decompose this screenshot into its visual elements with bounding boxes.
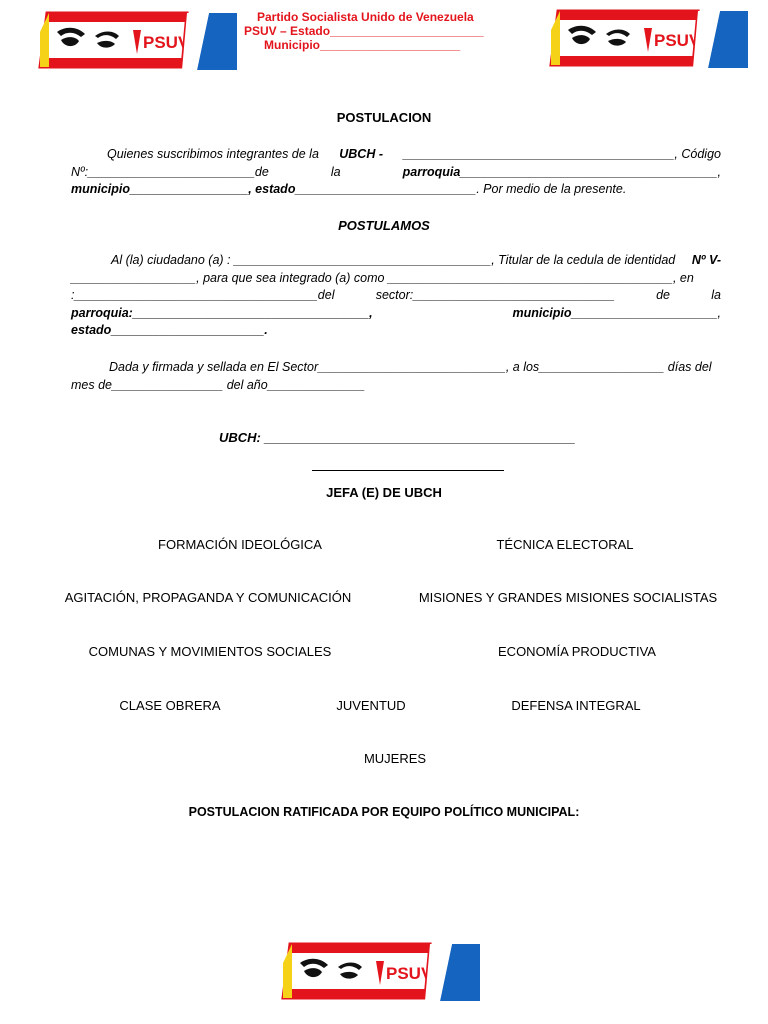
p2-municipio: municipio: [512, 305, 572, 320]
p1-presente: . Por medio de la presente.: [476, 182, 627, 196]
area-misiones: MISIONES Y GRANDES MISIONES SOCIALISTAS: [418, 590, 718, 605]
p2-municipio-line: _____________________,: [571, 305, 721, 320]
paragraph-postulamos: [71, 252, 721, 340]
p1-la: la: [330, 164, 341, 179]
party-header: [244, 10, 514, 52]
p2-de: de: [656, 288, 671, 302]
p3-dada: Dada y firmada y sellada en El Sector___________________________, a los__________________ días del: [109, 360, 712, 374]
p1-ubch: UBCH -: [339, 147, 383, 161]
p1-text-a1: Quienes suscribimos integrantes de la: [107, 147, 319, 161]
postulamos-heading: POSTULAMOS: [338, 218, 430, 233]
area-defensa: DEFENSA INTEGRAL: [511, 698, 641, 713]
party-name: Partido Socialista Unido de Venezuela: [257, 10, 474, 24]
p2-parroquia: parroquia:__________________________________,: [71, 305, 373, 320]
p2-del: :___________________________________del: [71, 288, 335, 302]
p1-estado-line: __________________________: [295, 182, 477, 196]
area-juventud: JUVENTUD: [336, 698, 406, 713]
signature-line: [312, 470, 504, 471]
ubch-signature-field: UBCH: ___________________________________________: [219, 430, 576, 445]
p3-mes: mes de________________ del año______________: [71, 377, 366, 392]
psuv-logo-left: [37, 10, 237, 70]
ratificada-heading: POSTULACION RATIFICADA POR EQUIPO POLÍTICO MUNICIPAL:: [188, 805, 580, 819]
document-title: POSTULACION: [336, 110, 432, 125]
p1-municipio: municipio_________________: [71, 182, 249, 196]
p1-estado: , estado: [248, 182, 296, 196]
p1-parroquia: parroquia: [402, 164, 461, 179]
p2-estado: estado______________________.: [71, 323, 268, 337]
p1-codigo-line: Nº:________________________de: [71, 164, 269, 179]
psuv-logo-footer: [280, 941, 480, 1001]
area-tecnica: TÉCNICA ELECTORAL: [496, 537, 634, 552]
area-agitacion: AGITACIÓN, PROPAGANDA Y COMUNICACIÓN: [64, 590, 352, 605]
estado-field: PSUV – Estado_______________________: [244, 24, 484, 38]
psuv-logo-right: [548, 8, 748, 68]
area-formacion: FORMACIÓN IDEOLÓGICA: [158, 537, 322, 552]
p2-sector: sector:_____________________________: [375, 288, 615, 302]
paragraph-firmada: [71, 359, 721, 394]
p1-parroquia-line: _____________________________________,: [460, 164, 721, 179]
p2-cedula: Nº V-: [691, 253, 721, 267]
p2-integrado: __________________, para que sea integrado (a) como _________________________________________, en: [71, 270, 694, 285]
p2-ciudadano: Al (la) ciudadano (a) : _____________________________________, Titular de la cedula de identidad: [111, 253, 676, 267]
p1-text-a3: _______________________________________, Código: [403, 147, 721, 161]
area-economia: ECONOMÍA PRODUCTIVA: [498, 644, 656, 659]
paragraph-suscribimos: [71, 146, 721, 199]
area-clase-obrera: CLASE OBRERA: [119, 698, 221, 713]
municipio-field: Municipio_____________________: [264, 38, 461, 52]
jefa-ubch-label: JEFA (E) DE UBCH: [326, 485, 442, 500]
area-mujeres: MUJERES: [363, 751, 427, 766]
p2-la: la: [711, 288, 721, 302]
area-comunas: COMUNAS Y MOVIMIENTOS SOCIALES: [88, 644, 332, 659]
